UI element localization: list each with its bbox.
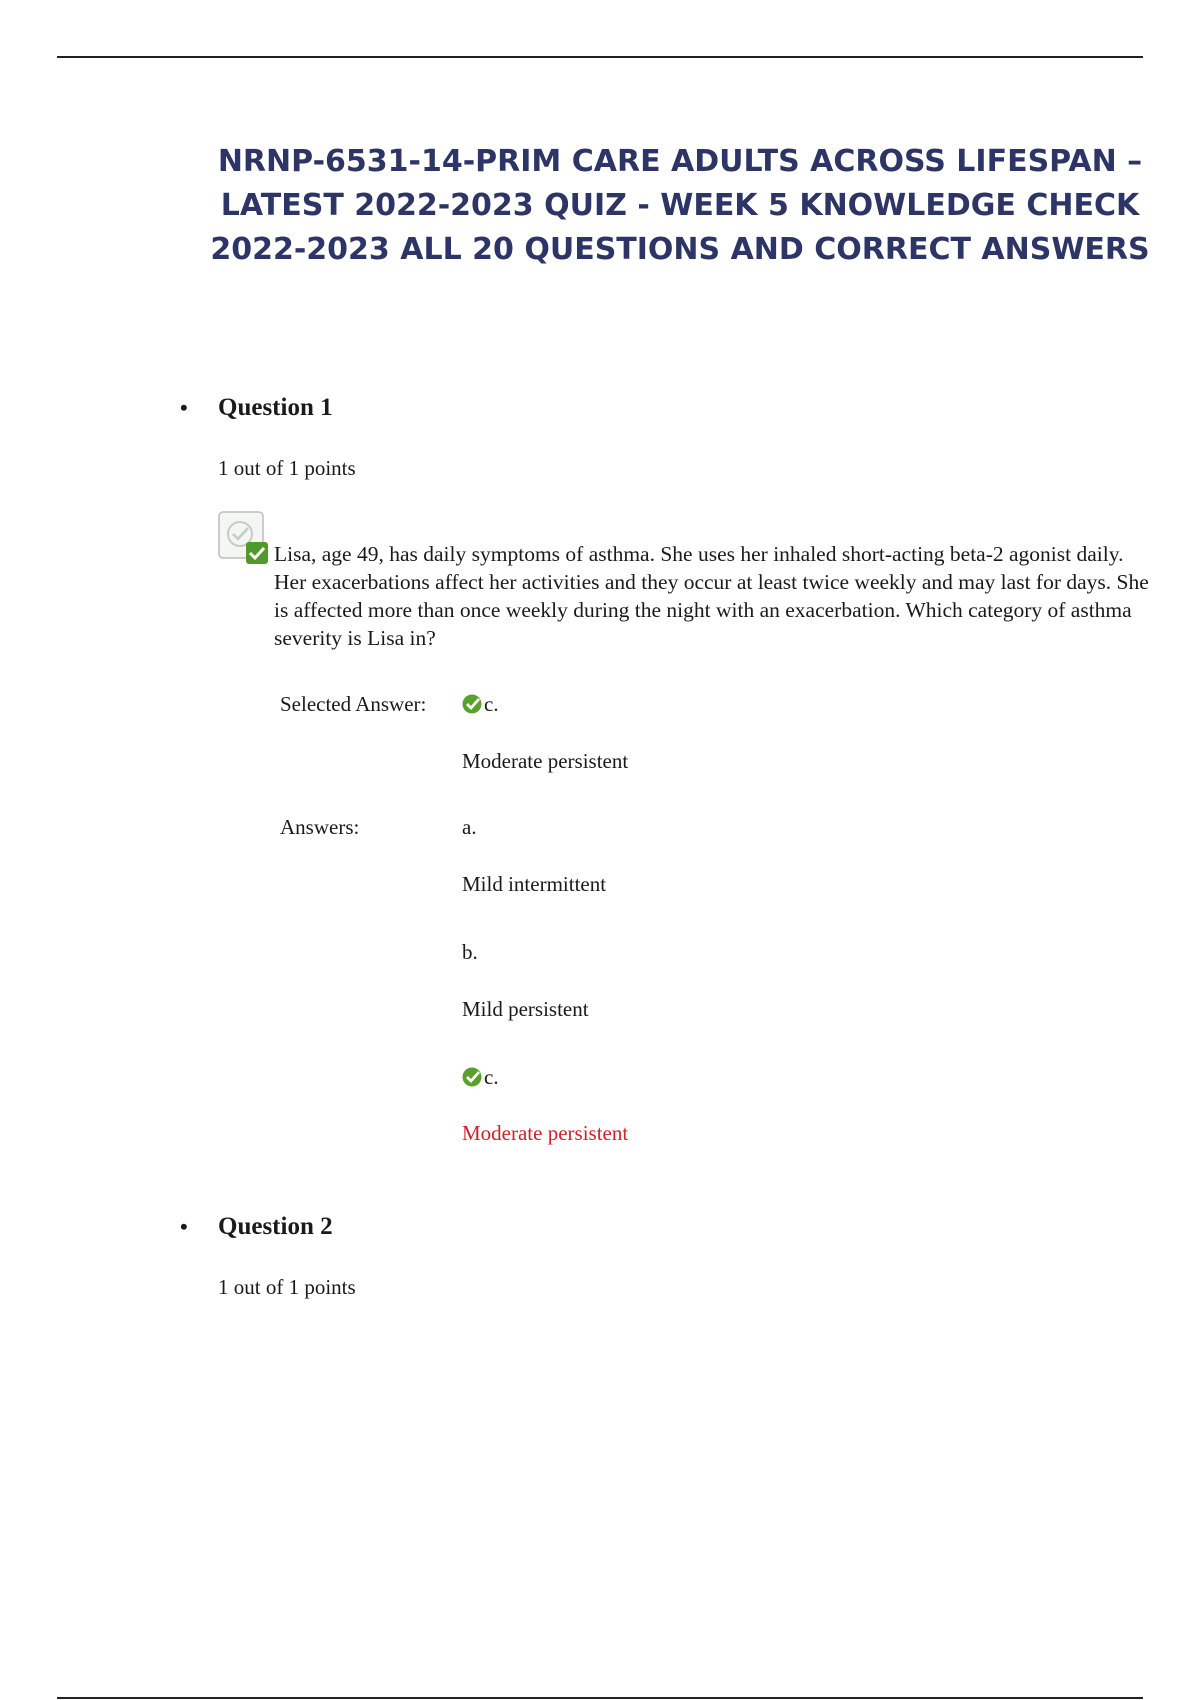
question-1-heading xyxy=(180,394,333,422)
title-line-1: NRNP-6531-14-PRIM CARE ADULTS ACROSS LIFESPAN – xyxy=(217,144,1143,179)
bullet-icon: • xyxy=(180,395,188,420)
answer-c-letter: c. xyxy=(462,1065,499,1090)
question-1-points: 1 out of 1 points xyxy=(218,456,356,480)
answer-b-letter: b. xyxy=(462,940,478,964)
checkmark-icon xyxy=(462,693,484,715)
question-2-points: 1 out of 1 points xyxy=(218,1275,356,1299)
checkmark-icon xyxy=(462,1066,484,1088)
question-2-label: Question 2 xyxy=(218,1213,333,1240)
question-1-text: Lisa, age 49, has daily symptoms of asthma. She uses her inhaled short-acting beta-2 agonist daily. Her exacerbations affect her activities and they occur at least twice weekly and may last for days. She is affected more than once weekly during the night with an exacerbation. Which category of asthma severity is Lisa in? xyxy=(274,542,1149,650)
answer-a-text: Mild intermittent xyxy=(462,872,607,896)
graded-correct-icon xyxy=(218,510,270,566)
answer-c-text-correct: Moderate persistent xyxy=(462,1121,629,1145)
selected-answer-text: Moderate persistent xyxy=(462,749,629,773)
title-line-2: LATEST 2022-2023 QUIZ - WEEK 5 KNOWLEDGE CHECK xyxy=(220,188,1140,223)
selected-answer-label: Selected Answer: xyxy=(280,692,427,716)
question-1-label: Question 1 xyxy=(218,394,333,421)
bullet-icon: • xyxy=(180,1214,188,1239)
title-line-3: 2022-2023 ALL 20 QUESTIONS AND CORRECT ANSWERS xyxy=(210,232,1150,267)
top-rule xyxy=(57,56,1143,58)
bottom-rule xyxy=(57,1697,1143,1699)
answer-a-letter: a. xyxy=(462,815,477,839)
answers-label: Answers: xyxy=(280,815,360,839)
question-2-heading xyxy=(180,1213,333,1241)
selected-answer-letter: c. xyxy=(462,692,499,717)
answer-b-text: Mild persistent xyxy=(462,997,589,1021)
document-title xyxy=(180,140,1180,272)
